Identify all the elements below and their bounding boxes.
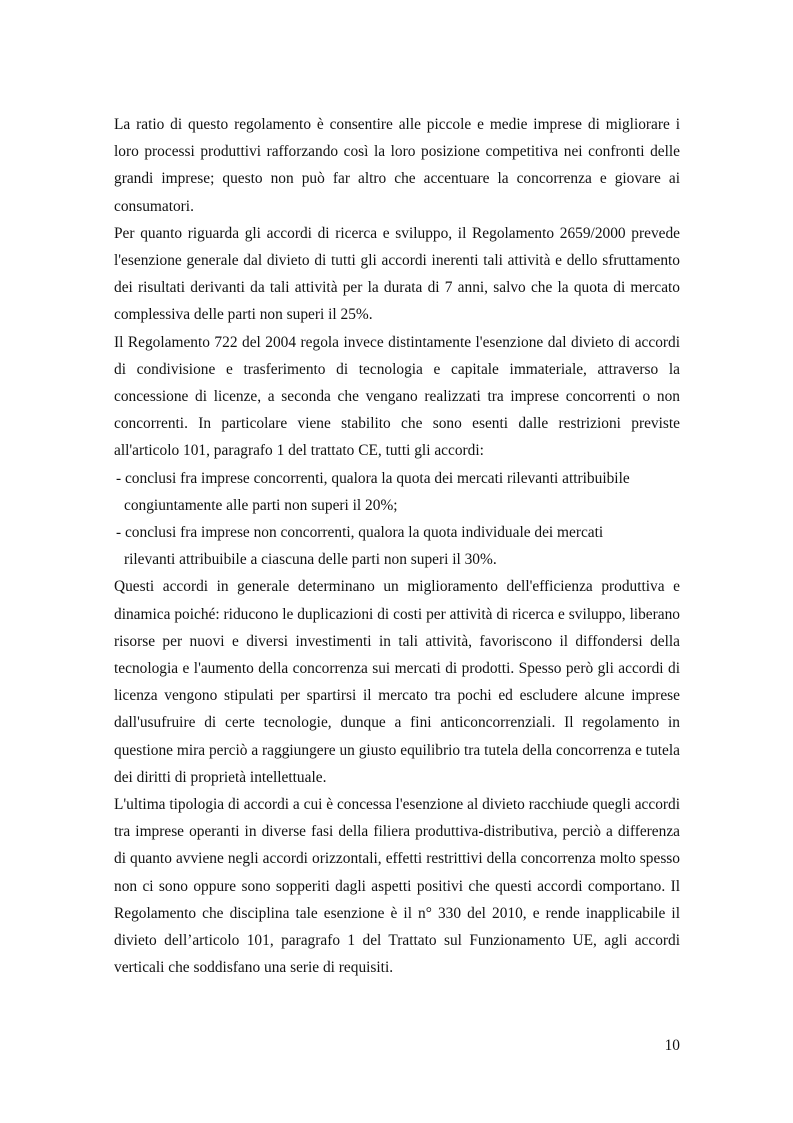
page-number: 10 bbox=[664, 1037, 680, 1054]
list-item bbox=[114, 465, 680, 519]
document-body bbox=[114, 111, 680, 982]
bullet-line-continuation: rilevanti attribuibile a ciascuna delle parti non superi il 30%. bbox=[124, 551, 497, 569]
paragraph-ricerca-sviluppo: Per quanto riguarda gli accordi di ricerca e sviluppo, il Regolamento 2659/2000 prevede l'esenzione generale dal divieto di tutti gli accordi inerenti tali attività e dello sfruttamento dei risultati derivanti da tali attività per la durata di 7 anni, salvo che la quota di mercato complessiva delle parti non superi il 25%. bbox=[114, 224, 680, 324]
bullet-line: - conclusi fra imprese non concorrenti, qualora la quota individuale dei mercati bbox=[116, 524, 604, 542]
bullet-line: - conclusi fra imprese concorrenti, qualora la quota dei mercati rilevanti attribuibile bbox=[116, 469, 630, 487]
paragraph-efficienza: Questi accordi in generale determinano un miglioramento dell'efficienza produttiva e dinamica poiché: riducono le duplicazioni di costi per attività di ricerca e sviluppo, liberano risorse per nuovi e diversi investimenti in tali attività, favoriscono il diffondersi della tecnologia e l'aumento della concorrenza sui mercati di prodotti. Spesso però gli accordi di licenza vengono stipulati per spartirsi il mercato tra pochi ed escludere alcune imprese dall'usufruire di certe tecnologie, dunque a fini anticoncorrenziali. Il regolamento in questione mira perciò a raggiungere un giusto equilibrio tra tutela della concorrenza e tutela dei diritti di proprietà intellettuale. bbox=[114, 578, 680, 786]
paragraph-accordi-verticali: L'ultima tipologia di accordi a cui è concessa l'esenzione al divieto racchiude quegli accordi tra imprese operanti in diverse fasi della filiera produttiva-distributiva, perciò a differenza di quanto avviene negli accordi orizzontali, effetti restrittivi della concorrenza molto spesso non ci sono oppure sono sopperiti dagli aspetti positivi che questi accordi comportano. Il Regolamento che disciplina tale esenzione è il n° 330 del 2010, e rende inapplicabile il divieto dell’articolo 101, paragrafo 1 del Trattato sul Funzionamento UE, agli accordi verticali che soddisfano una serie di requisiti. bbox=[114, 796, 680, 977]
paragraph-regolamento-722: Il Regolamento 722 del 2004 regola invece distintamente l'esenzione dal divieto di accordi di condivisione e trasferimento di tecnologia e capitale immateriale, attraverso la concessione di licenze, a seconda che vengano realizzati tra imprese concorrenti o non concorrenti. In particolare viene stabilito che sono esenti dalle restrizioni previste all'articolo 101, paragrafo 1 del trattato CE, tutti gli accordi: bbox=[114, 333, 680, 460]
bullet-list bbox=[114, 465, 680, 574]
paragraph-ratio-regolamento: La ratio di questo regolamento è consentire alle piccole e medie imprese di migliorare i loro processi produttivi rafforzando così la loro posizione competitiva nei confronti delle grandi imprese; questo non può far altro che accentuare la concorrenza e giovare ai consumatori. bbox=[114, 116, 680, 215]
list-item bbox=[114, 519, 680, 573]
bullet-line-continuation: congiuntamente alle parti non superi il 20%; bbox=[124, 496, 398, 514]
